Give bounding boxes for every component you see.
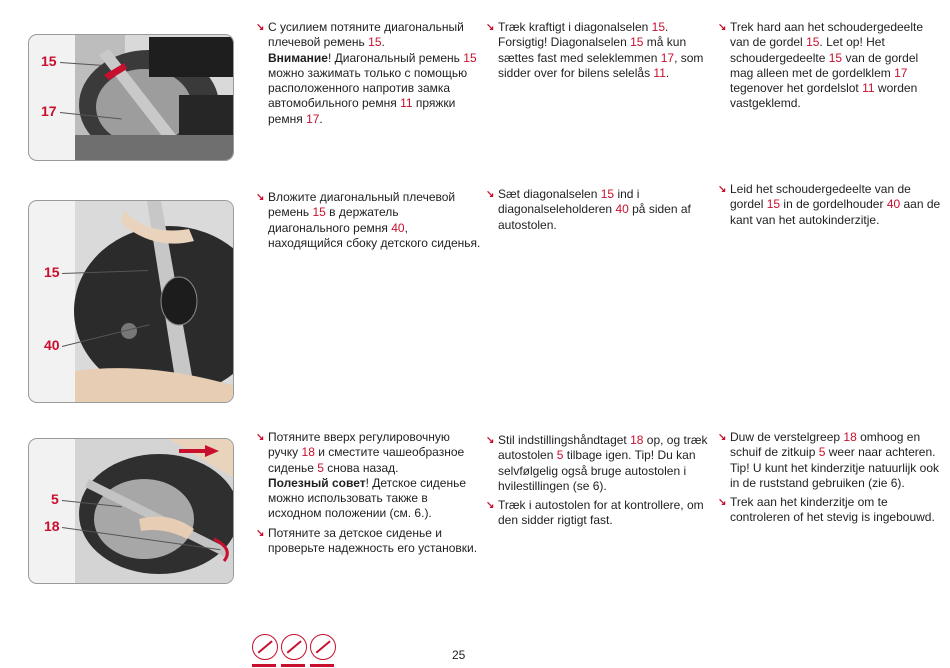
prohibition-icon — [310, 634, 336, 660]
column-dutch — [718, 20, 942, 116]
callout-40: 40 — [44, 337, 60, 353]
pointer-arrow-icon: ↘ — [718, 184, 727, 195]
step-text: ↘ Потяните вверх регулировочную ручку 18 и сместите чашеобразное сиденье 5 снова назад. Полезный совет! Детское сиденье можно использовать также в исходном положении (см. 6.). — [256, 430, 467, 521]
pointer-arrow-icon: ↘ — [486, 189, 495, 200]
photo-step-1 — [28, 34, 234, 161]
pointer-arrow-icon: ↘ — [486, 500, 495, 512]
prohibition-icon — [252, 634, 278, 660]
callout-15: 15 — [44, 264, 60, 280]
pointer-arrow-icon: ↘ — [718, 497, 727, 509]
callout-5: 5 — [51, 491, 59, 507]
step-text: ↘ Вложите диагональный плечевой ремень 15 в держатель диагонального ремня 40, находящийся сбоку детского сиденья. — [256, 190, 481, 250]
column-dutch — [718, 430, 942, 530]
photo-step-3 — [28, 438, 234, 584]
pointer-arrow-icon: ↘ — [486, 435, 495, 446]
pointer-arrow-icon: ↘ — [486, 22, 495, 33]
step-text: ↘ Træk kraftigt i diagonalselen 15. Forsigtig! Diagonalselen 15 må kun sættes fast med seleklemmen 17, som sidder over for bilens selelås 11. — [486, 20, 704, 80]
step-text: ↘ Duw de verstelgreep 18 omhoog en schuif de zitkuip 5 weer naar achteren. Tip! U kunt het kinderzitje natuurlijk ook in de ruststand gebruiken (zie 6). — [718, 430, 939, 490]
column-danish — [486, 20, 708, 85]
page-number: 25 — [452, 648, 466, 662]
pointer-arrow-icon: ↘ — [718, 432, 727, 443]
step-text: ↘ Trek aan het kinderzitje om te controleren of het stevig is ingebouwd. — [718, 495, 935, 525]
step-text: ↘ С усилием потяните диагональный плечевой ремень 15. Внимание! Диагональный ремень 15 можно зажимать только с помощью расположенного напротив замка автомобильного ремня 11 пряжки ремня 17. — [256, 20, 477, 126]
step-text: ↘ Leid het schoudergedeelte van de gordel 15 in de gordelhouder 40 aan de kant van het autokinderzitje. — [718, 182, 941, 227]
icon-bar — [252, 664, 276, 667]
icon-bar — [281, 664, 305, 667]
column-dutch — [718, 182, 942, 232]
column-russian — [256, 20, 482, 131]
column-danish — [486, 433, 708, 533]
column-danish — [486, 187, 708, 237]
step-text: ↘ Trek hard aan het schoudergedeelte van de gordel 15. Let op! Het schoudergedeelte 15 van de gordel mag alleen met de gordelklem 17 tegenover het gordelslot 11 worden vastgeklemd. — [718, 20, 924, 111]
pointer-arrow-icon: ↘ — [256, 192, 265, 203]
callout-18: 18 — [44, 518, 60, 534]
column-russian — [256, 430, 482, 560]
photo-step-2 — [28, 200, 234, 403]
step-text: ↘ Sæt diagonalselen 15 ind i diagonalseleholderen 40 på siden af autostolen. — [486, 187, 691, 232]
step-text: ↘ Stil indstillingshåndtaget 18 op, og træk autostolen 5 tilbage igen. Tip! Du kan selvfølgelig også bruge autostolen i hvilestillingen (se 6). — [486, 433, 708, 493]
column-russian — [256, 190, 482, 255]
callout-17: 17 — [41, 103, 57, 119]
pointer-arrow-icon: ↘ — [718, 22, 727, 33]
icon-bar — [310, 664, 334, 667]
pointer-arrow-icon: ↘ — [256, 22, 265, 33]
callout-15: 15 — [41, 53, 57, 69]
step-text: ↘ Træk i autostolen for at kontrollere, om den sidder rigtigt fast. — [486, 498, 704, 528]
prohibition-icon — [281, 634, 307, 660]
step-text: ↘ Потяните за детское сиденье и проверьте надежность его установки. — [256, 525, 478, 556]
pointer-arrow-icon: ↘ — [256, 432, 265, 443]
pointer-arrow-icon: ↘ — [256, 527, 265, 539]
